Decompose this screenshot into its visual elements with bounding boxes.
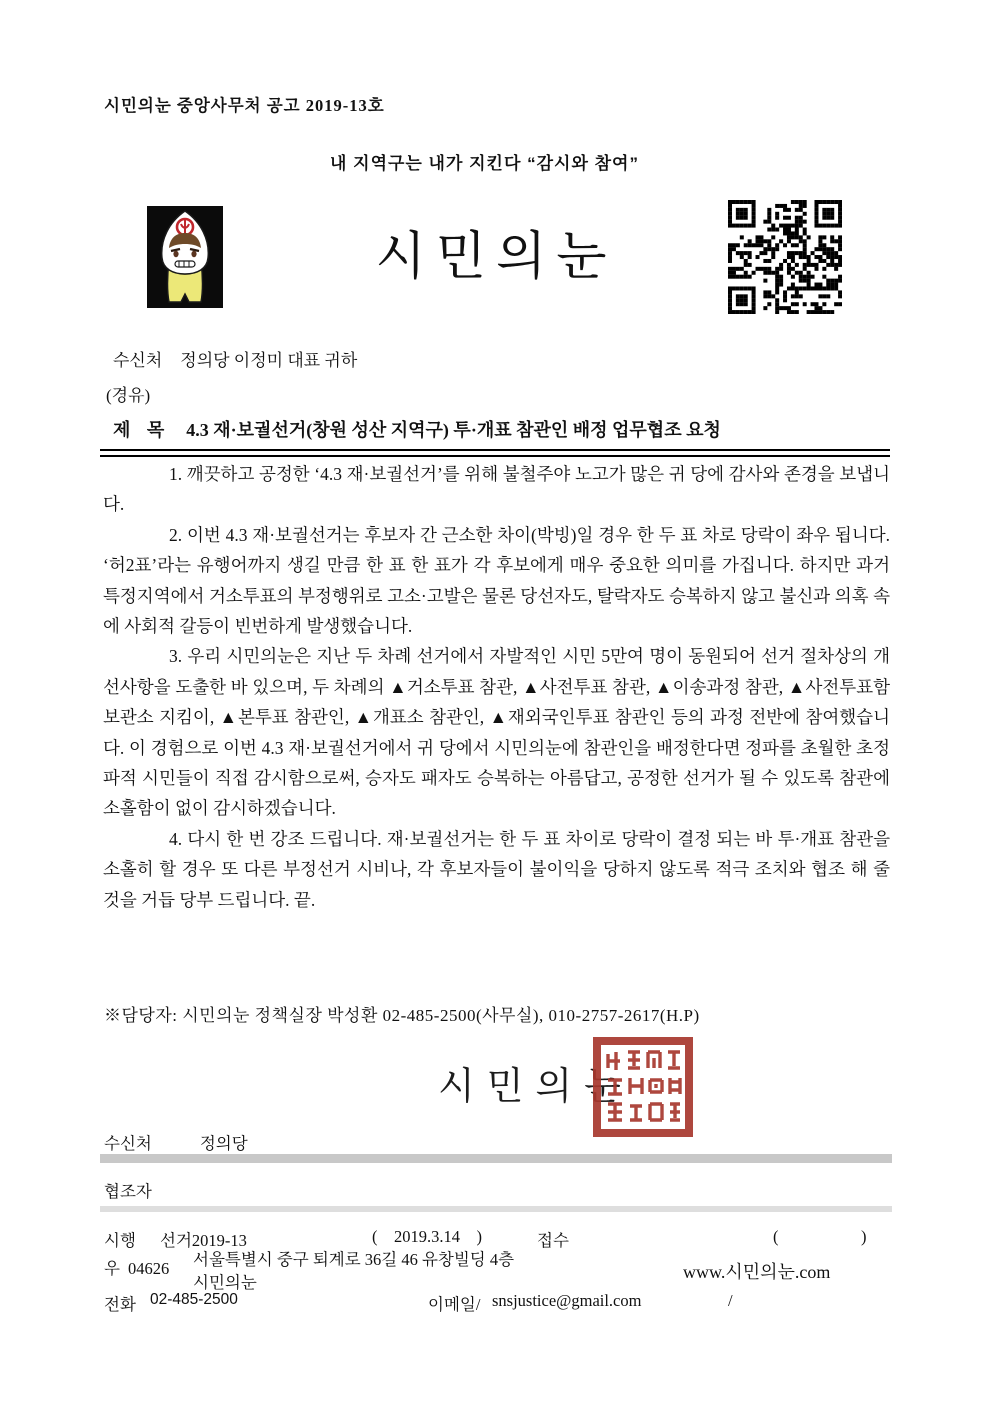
footer-zip [104,1255,169,1279]
footer-divider-bar-2 [100,1206,892,1212]
subject-value: 4.3 재·보궐선거(창원 성산 지역구) 투·개표 참관인 배정 업무협조 요청 [186,420,721,440]
qr-code [728,200,842,314]
signature-org-name: 시민의눈 [438,1066,633,1108]
email-label: 이메일/ [428,1295,481,1314]
enforce-date: ( 2019.3.14 ) [372,1227,482,1246]
paragraph-4: 4. 다시 한 번 강조 드립니다. 재·보궐선거는 한 두 표 차이로 당락이 결정 되는 바 투·개표 참관을 소홀히 할 경우 또 다른 부정선거 시비나, 각 후보자들이 불이익을 당하지 않도록 적극 조치와 협조 해 줄 것을 거듭 당부 드립니다. 끝. [103,828,890,910]
qr-code-icon [728,200,842,314]
footer-recipient-label: 수신처 [104,1134,152,1153]
footer-recipient-value: 정의당 [199,1134,248,1153]
footer-divider-bar-1 [100,1154,892,1163]
zip-code: 04626 [127,1259,170,1278]
via-line: (경유) [106,386,151,405]
receipt-label: 접수 [537,1231,569,1250]
org-title: 시민의눈 [375,229,617,286]
footer-cooperator-label: 협조자 [104,1182,152,1201]
subject-divider [100,449,890,457]
footer-recipient-row [104,1130,248,1154]
subject-row [113,416,721,442]
email-address: snsjustice@gmail.com [492,1291,642,1310]
notice-number: 시민의눈 중앙사무처 공고 2019-13호 [104,96,385,115]
enforce-number: 선거2019-13 [160,1231,247,1250]
footer-website: www.시민의눈.com [683,1262,831,1282]
paragraph-1: 1. 깨끗하고 공정한 ‘4.3 재·보궐선거’를 위해 불철주야 노고가 많은 귀 당에 감사와 존경을 보냅니다. [103,464,890,515]
body-text [103,459,890,915]
paragraph-2: 2. 이번 4.3 재·보궐선거는 후보자 간 근소한 차이(박빙)일 경우 한 두 표 차로 당락이 좌우 됩니다. ‘허2표’라는 유행어까지 생길 만큼 한 표 한 표가 각 후보에게 매우 중요한 의미를 가집니다. 하지만 과거 특정지역에서 거소투표의 부정행위로 고소·고발은 물론 당선자도, 탈락자도 승복하지 않고 불신과 의혹 속에 사회적 갈등이 빈번하게 발생했습니다. [103,524,890,637]
subject-label: 제 목 [113,420,171,440]
seal-stamp-icon [592,1036,694,1138]
phone-label: 전화 [104,1295,136,1314]
footer-org-name: 시민의눈 [193,1273,257,1292]
recipient-value: 정의당 이정미 대표 귀하 [180,351,358,370]
zip-label: 우 [104,1259,120,1278]
receipt-blank: ( ) [773,1227,867,1246]
recipient-row [113,346,357,371]
slogan-text: 내 지역구는 내가 지킨다 “감시와 참여” [330,154,639,173]
footer-slash: / [728,1291,733,1310]
paragraph-3: 3. 우리 시민의눈은 지난 두 차례 선거에서 자발적인 시민 5만여 명이 동원되어 선거 절차상의 개선사항을 도출한 바 있으며, 두 차례의 ▲거소투표 참관, ▲사전투표 참관, ▲이송과정 참관, ▲사전투표함 보관소 지킴이, ▲본투표 참관인, ▲개표소 참관인, ▲재외국인투표 참관인 등의 과정 전반에 참여했습니다. 이 경험으로 이번 4.3 재·보궐선거에서 귀 당에서 시민의눈에 참관인을 배정한다면 정파를 초월한 초정파적 시민들이 직접 감시함으로써, 승자도 패자도 승복하는 아름답고, 공정한 선거가 될 수 있도록 참관에 소홀함이 없이 감시하겠습니다. [103,646,890,819]
seal-stamp [592,1036,694,1138]
contact-person-line: ※담당자: 시민의눈 정책실장 박성환 02-485-2500(사무실), 010-2757-2617(H.P) [104,1006,700,1025]
phone-number: 02-485-2500 [150,1291,238,1308]
enforce-label: 시행 [104,1231,136,1250]
footer-address: 서울특별시 중구 퇴계로 36길 46 유창빌딩 4층 [193,1250,515,1269]
recipient-label: 수신처 [113,351,163,370]
